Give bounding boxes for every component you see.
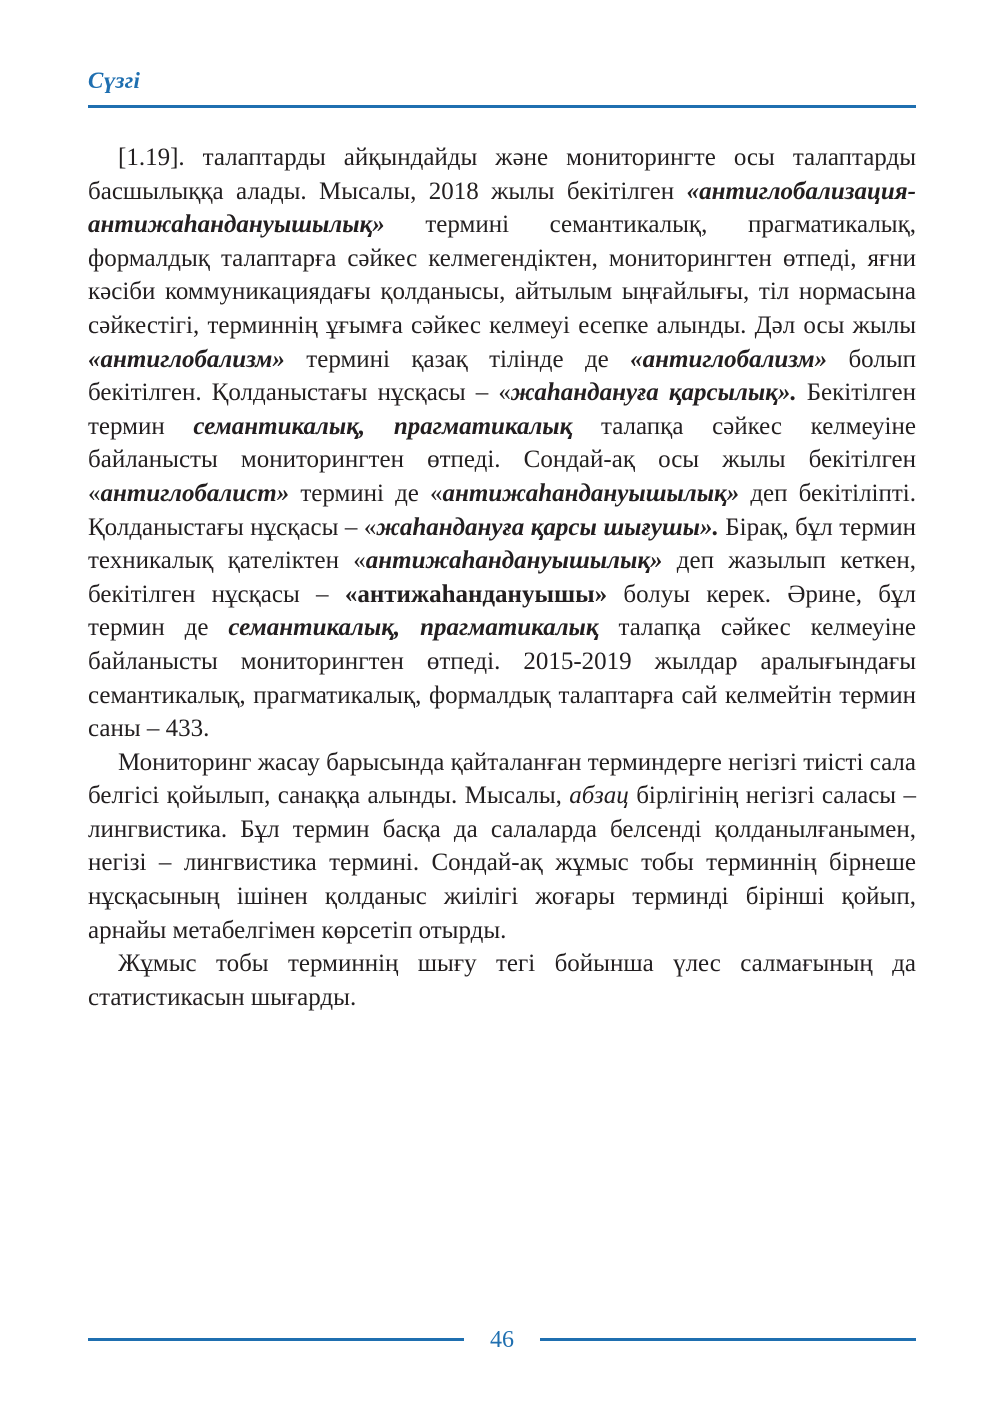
- emphasized-term: «антиглобализм»: [88, 345, 285, 373]
- emphasized-term: жаһандануға қарсы шығушы».: [376, 513, 719, 541]
- text-run: талапқа сәйкес келмеуіне байланысты мониторингтен өтпеді. Сондай-ақ осы жылы бекітілген «: [88, 412, 916, 507]
- running-head: Сүзгі: [88, 68, 141, 93]
- emphasized-term: «антиглобализация-антижаһандануышылық»: [88, 177, 916, 239]
- text-run: [1.19]. талаптарды айқындайды және мониторингте осы талаптарды басшылыққа алады. Мысалы, 2018 жылы бекітілген: [88, 144, 916, 205]
- emphasized-term: семантикалық, прагматикалық: [193, 412, 573, 440]
- body-text: [88, 141, 916, 1014]
- page-number: 46: [490, 1327, 514, 1353]
- text-run: болуы керек. Әрине, бұл термин де: [88, 580, 916, 642]
- text-run: термині де «: [289, 479, 443, 507]
- emphasized-term: семантикалық, прагматикалық: [228, 614, 599, 642]
- text-run: деп жазылып кеткен, бекітілген нұсқасы –: [88, 547, 916, 608]
- emphasized-term: абзац: [569, 782, 629, 810]
- text-run: болып бекітілген. Қолданыстағы нұсқасы – «: [88, 345, 916, 407]
- emphasized-term: «антиглобализм»: [630, 345, 828, 373]
- emphasized-term: антижаһандануышылық»: [442, 479, 740, 507]
- header-rule: [88, 105, 916, 108]
- paragraph-2: [88, 746, 916, 948]
- text-run: талапқа сәйкес келмеуіне байланысты мониторингтен өтпеді. 2015-2019 жылдар аралығындағы семантикалық, прагматикалық, формалдық талаптарға сай келмейтін термин саны – 433.: [88, 614, 916, 743]
- emphasized-term: антиглобалист»: [100, 479, 290, 507]
- text-run: термині семантикалық, прагматикалық, формалдық талаптарға сәйкес келмегендіктен, мониторингтен өтпеді, яғни кәсіби коммуникациядағы қолданысы, айтылым ыңғайлығы, тіл нормасына сәйкестігі, терминнің ұғымға сәйкес келмеуі есепке алынды. Дәл осы жылы: [88, 211, 916, 339]
- emphasized-term: «антижаһандануышы»: [344, 580, 608, 608]
- text-run: термині қазақ тілінде де: [284, 345, 631, 373]
- paragraph-1: [88, 141, 916, 746]
- text-run: Мониторинг жасау барысында қайталанған терминдерге негізгі тиісті сала белгісі қойылып, санаққа алынды. Мысалы,: [88, 748, 916, 810]
- text-run: Жұмыс тобы терминнің шығу тегі бойынша үлес салмағының да статистикасын шығарды.: [88, 950, 916, 1011]
- emphasized-term: антижаһандануышылық»: [365, 547, 663, 575]
- paragraph-3: [88, 947, 916, 1014]
- text-run: Бірақ, бұл термин техникалық қателіктен «: [88, 513, 916, 575]
- text-run: бірлігінің негізгі саласы – лингвистика. Бұл термин басқа да салаларда белсенді қолданылғанымен, негізі – лингвистика термині. Сондай-ақ жұмыс тобы терминнің бірнеше нұсқасының ішінен қолданыс жиілігі жоғары терминді бірінші қойып, арнайы метабелгімен көрсетіп отырды.: [88, 782, 916, 944]
- footer-rule-left: [88, 1338, 464, 1341]
- footer-rule-right: [540, 1338, 916, 1341]
- text-run: Бекітілген термин: [88, 379, 916, 440]
- emphasized-term: жаһандануға қарсылық».: [510, 379, 797, 407]
- text-run: деп бекітіліпті. Қолданыстағы нұсқасы – «: [88, 479, 916, 541]
